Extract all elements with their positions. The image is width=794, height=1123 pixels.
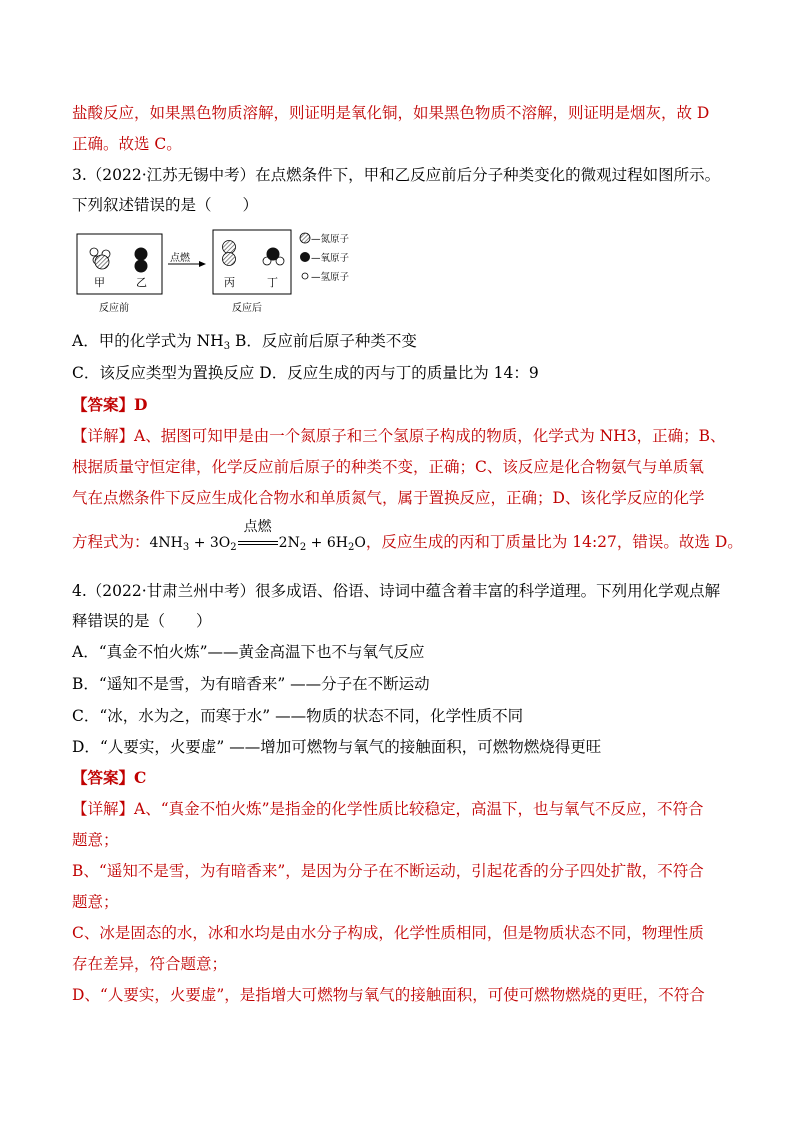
prev-detail-line-2: 正确。故选 C。 <box>72 135 182 153</box>
nh3-molecule <box>90 248 110 269</box>
after-caption: 反应后 <box>232 303 262 314</box>
legend-o-label: —氧原子 <box>311 253 350 264</box>
q4-option-b: B．“遥知不是雪，为有暗香来” ——分子在不断运动 <box>72 675 430 693</box>
before-caption: 反应前 <box>99 303 129 314</box>
q4-option-c: C．“冰，水为之，而寒于水” ——物质的状态不同，化学性质不同 <box>72 707 524 725</box>
arrow-label: 点燃 <box>170 253 190 264</box>
eq-o2-sub: 2 <box>230 542 237 553</box>
q4-detail-a-line-2: 题意； <box>72 831 119 849</box>
q3-stem-line-2: 下列叙述错误的是（ ） <box>72 196 259 214</box>
q3-equation-suffix: ，反应生成的丙和丁质量比为 14:27，错误。故选 D。 <box>365 533 743 551</box>
q4-stem-line-2: 释错误的是（ ） <box>72 612 212 630</box>
chemical-equation <box>149 519 366 553</box>
eq-nh3: 4NH <box>149 535 183 551</box>
eq-n2: 2N <box>278 535 300 551</box>
q4-detail-d-line-1: D、“人要实，火要虚”，是指增大可燃物与氧气的接触面积，可使可燃物燃烧的更旺，不符合 <box>72 986 705 1004</box>
legend-n-label: —氮原子 <box>311 234 350 245</box>
q3-detail-line-2: 根据质量守恒定律，化学反应前后原子的种类不变，正确；C、该反应是化合物氨气与单质氧 <box>72 458 704 476</box>
eq-condition <box>237 519 279 553</box>
q3-equation-prefix: 方程式为： <box>72 533 150 551</box>
q3-detail-line-1: 【详解】A、据图可知甲是由一个氮原子和三个氢原子构成的物质，化学式为 NH3，正确；B、 <box>72 427 726 445</box>
q4-answer: 【答案】C <box>72 768 147 787</box>
q3-options-ab <box>72 331 417 351</box>
eq-nh3-sub: 3 <box>182 542 190 553</box>
q3-detail-line-4 <box>72 519 743 553</box>
eq-h2o-sub: 2 <box>347 542 355 553</box>
q3-detail-line-3: 气在点燃条件下反应生成化合物水和单质氮气，属于置换反应，正确；D、该化学反应的化学 <box>72 489 705 507</box>
eq-h2o: + 6H <box>306 535 348 551</box>
prev-detail-line-1: 盐酸反应，如果黑色物质溶解，则证明是氧化铜，如果黑色物质不溶解，则证明是烟灰，故 D <box>72 104 710 122</box>
q4-option-a: A．“真金不怕火炼”——黄金高温下也不与氧气反应 <box>72 643 425 661</box>
eq-condition-text: 点燃 <box>243 519 272 535</box>
q3-option-d: D．反应生成的丙与丁的质量比为 14：9 <box>254 364 539 382</box>
legend-h-swatch <box>302 273 308 279</box>
legend-o-swatch <box>300 252 310 262</box>
q4-detail-c-line-1: C、冰是固态的水，冰和水均是由水分子构成，化学性质相同，但是物质状态不同，物理性质 <box>72 924 704 942</box>
q4-detail-c-line-2: 存在差异，符合题意； <box>72 955 228 973</box>
q3-answer: 【答案】D <box>72 395 148 414</box>
q4-detail-b-line-1: B、“遥知不是雪，为有暗香来”，是因为分子在不断运动，引起花香的分子四处扩散，不符合 <box>72 862 704 880</box>
eq-o2: + 3O <box>189 535 231 551</box>
before-box <box>77 234 162 294</box>
q3-option-c: C．该反应类型为置换反应 <box>72 364 255 382</box>
q3-option-a-sub: 3 <box>223 341 231 352</box>
o2-molecule <box>135 248 148 273</box>
arrow-head <box>199 261 206 267</box>
q4-detail-b-line-2: 题意； <box>72 893 119 911</box>
q3-option-a: A．甲的化学式为 NH <box>72 332 224 350</box>
label-jia: 甲 <box>94 276 105 289</box>
reaction-diagram <box>72 224 372 320</box>
eq-h2o-tail: O <box>354 535 366 551</box>
q3-stem-line-1: 3.（2022·江苏无锡中考）在点燃条件下，甲和乙反应前后分子种类变化的微观过程如图所示。 <box>72 166 721 184</box>
legend-n-swatch <box>300 233 310 243</box>
n2-molecule <box>223 241 236 266</box>
q3-options-cd <box>72 363 539 383</box>
label-yi: 乙 <box>136 276 147 289</box>
q3-option-b: B．反应前后原子种类不变 <box>230 332 417 350</box>
q4-detail-a-line-1: 【详解】A、“真金不怕火炼”是指金的化学性质比较稳定，高温下，也与氧气不反应，不符合 <box>72 800 704 818</box>
eq-n2-sub: 2 <box>299 542 307 553</box>
h2o-molecule <box>263 248 284 266</box>
q4-option-d: D．“人要实，火要虚” ——增加可燃物与氧气的接触面积，可燃物燃烧得更旺 <box>72 738 602 756</box>
legend-h-label: —氢原子 <box>311 272 350 283</box>
label-bing: 丙 <box>224 276 235 289</box>
q4-stem-line-1: 4.（2022·甘肃兰州中考）很多成语、俗语、诗词中蕴含着丰富的科学道理。下列用化学观点解 <box>72 582 721 600</box>
label-ding: 丁 <box>267 276 278 289</box>
